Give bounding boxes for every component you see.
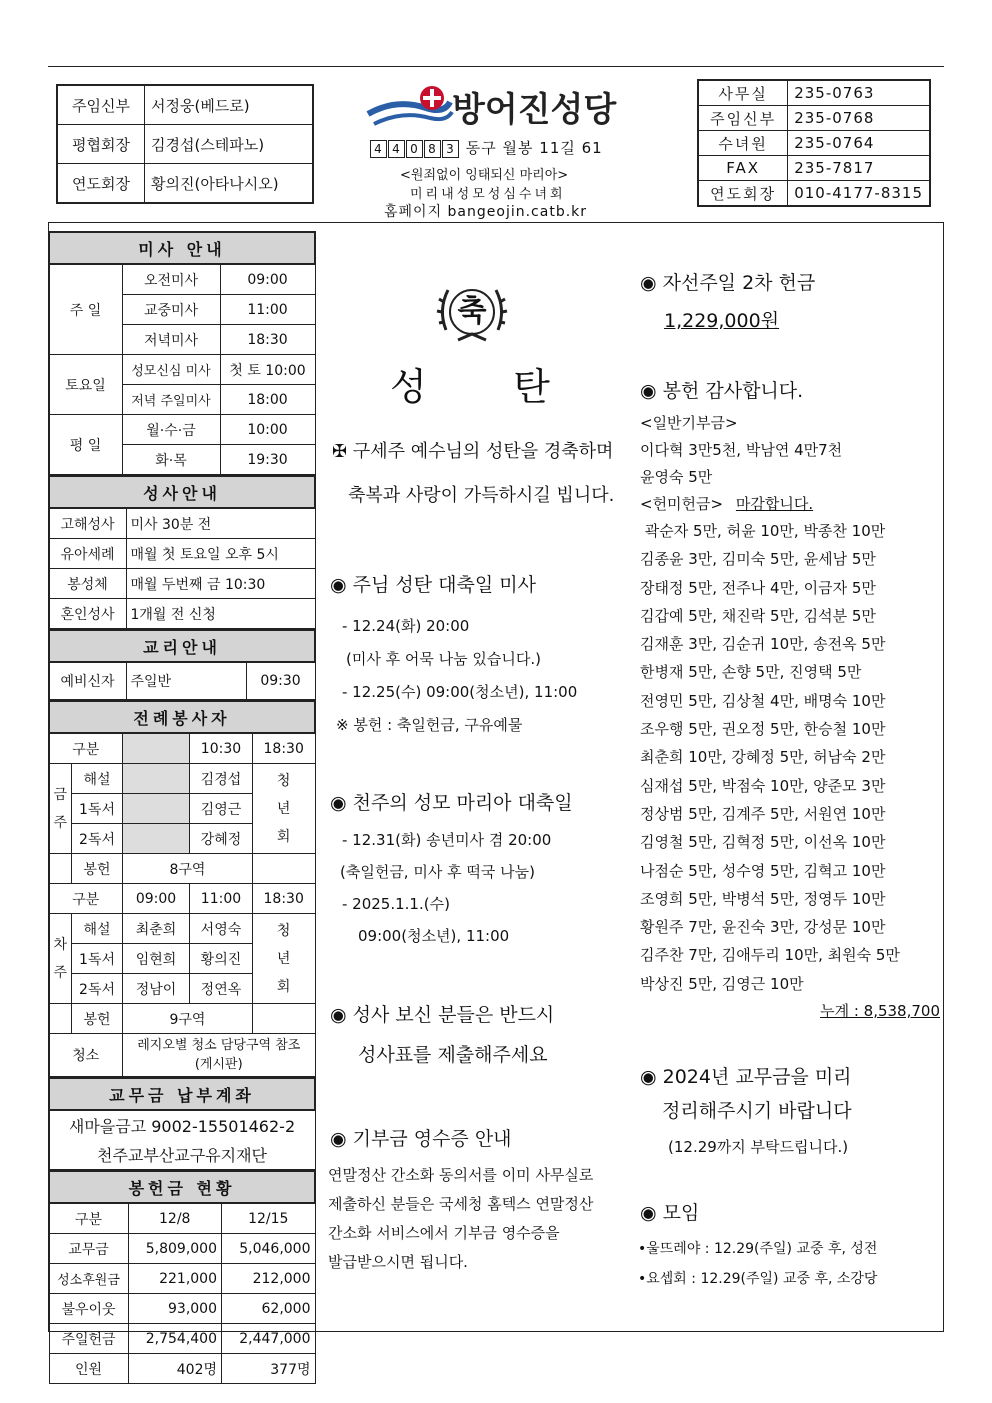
offering-value: 93,000 [128, 1294, 222, 1324]
sacrament-header: 성사안내 [49, 476, 315, 508]
donor-line: 최춘희 10만, 강혜정 5만, 허남숙 2만 [640, 748, 886, 767]
thanks-title: ◉ 봉헌 감사합니다. [640, 380, 804, 402]
contact-label: 수녀원 [698, 131, 788, 156]
servers-gubun: 구분 [49, 884, 123, 914]
blank-cell [123, 824, 190, 854]
donor-line: 정상범 5만, 김계주 5만, 서원연 10만 [640, 804, 886, 823]
server-name: 정연옥 [190, 974, 253, 1004]
server-role: 봉헌 [72, 1004, 123, 1034]
info-line: 연말정산 간소화 동의서를 이미 사무실로 [328, 1166, 594, 1184]
servers-header: 전례봉사자 [49, 701, 315, 733]
contact-value: 235-0763 [788, 80, 930, 106]
meeting-list [638, 1234, 877, 1294]
mass-name: 저녁 주일미사 [122, 385, 220, 415]
server-name: 강혜정 [190, 824, 253, 854]
mass-name: 저녁미사 [122, 325, 220, 355]
donor-line: 김갑예 5만, 채진락 5만, 김석분 5만 [640, 606, 876, 625]
emblem-char: 축 [457, 294, 487, 329]
sacrament-name: 유아세례 [49, 539, 126, 569]
info-line: - 12.31(화) 송년미사 겸 20:00 [342, 831, 552, 849]
meeting-item: •요셉회 : 12.29(주일) 교중 후, 소강당 [638, 1271, 878, 1287]
charity-offering-amount: 1,229,000원 [664, 310, 780, 332]
donor-line: 곽순자 5만, 허윤 10만, 박종찬 10만 [640, 522, 886, 540]
donor-line: 전영민 5만, 김상철 4만, 배명숙 10만 [640, 691, 886, 710]
account-table [48, 1077, 316, 1170]
sacrament-table [48, 475, 316, 629]
christmas-mass-title: ◉ 주님 성탄 대축일 미사 [330, 574, 536, 596]
servers-gubun: 구분 [49, 733, 123, 764]
contacts-table [697, 79, 931, 207]
contact-label: 사무실 [698, 80, 788, 106]
donor-line: 한병재 5만, 손향 5만, 진영택 5만 [640, 663, 862, 682]
server-name: 김영근 [190, 794, 253, 824]
info-line: - 12.25(수) 09:00(청소년), 11:00 [342, 683, 578, 701]
leader-role: 주임신부 [57, 85, 145, 125]
zip-digit: 4 [388, 140, 405, 158]
server-role: 2독서 [72, 824, 123, 854]
youth-group: 청 년 회 [252, 764, 315, 854]
server-name: 황의진 [190, 944, 253, 974]
zip-digit: 3 [442, 140, 459, 158]
catechism-header: 교리안내 [49, 630, 315, 662]
donor-line: 황원주 7만, 윤진숙 3만, 강성문 10만 [640, 918, 886, 937]
confession-title: ◉ 성사 보신 분들은 반드시 [330, 1004, 555, 1026]
street-address: 동구 월봉 11길 61 [465, 139, 603, 157]
mass-time: 18:00 [220, 385, 315, 415]
youth-group: 청 년 회 [252, 914, 315, 1004]
donor-line: 조영희 5만, 박병석 5만, 정영두 10만 [640, 889, 886, 908]
mary-feast-info [336, 824, 551, 952]
server-role: 1독서 [72, 944, 123, 974]
catechism-label: 예비신자 [49, 662, 126, 700]
rice-label: <헌미헌금> [640, 495, 724, 513]
charity-offering-title: ◉ 자선주일 2차 헌금 [640, 272, 816, 294]
zip-digit: 8 [424, 140, 441, 158]
general-donation [640, 410, 842, 518]
sacrament-info: 미사 30분 전 [126, 508, 315, 539]
server-name: 최춘희 [123, 914, 190, 944]
mass-time: 11:00 [220, 295, 315, 325]
offering-col: 12/15 [222, 1203, 316, 1234]
info-line: 간소화 서비스에서 기부금 영수증을 [328, 1224, 560, 1242]
sacrament-name: 봉성체 [49, 569, 126, 599]
leader-role: 연도회장 [57, 164, 145, 204]
server-role: 1독서 [72, 794, 123, 824]
offering-type: 교무금 [49, 1234, 128, 1264]
mass-name: 성모신심 미사 [122, 355, 220, 385]
servers-time: 10:30 [190, 733, 253, 764]
server-name: 서영숙 [190, 914, 253, 944]
mass-time: 09:00 [220, 264, 315, 295]
mass-name: 교중미사 [122, 295, 220, 325]
donor-list [640, 517, 900, 998]
servers-time: 18:30 [252, 733, 315, 764]
server-role: 2독서 [72, 974, 123, 1004]
leader-role: 평협회장 [57, 125, 145, 164]
dues-title: ◉ 2024년 교무금을 미리 [640, 1066, 852, 1088]
mass-name: 화·목 [122, 445, 220, 475]
offering-type: 인원 [49, 1354, 128, 1384]
zip-digit: 4 [370, 140, 387, 158]
mass-table [48, 231, 316, 475]
donor-line: 김영철 5만, 김혁정 5만, 이선옥 10만 [640, 833, 886, 852]
servers-time: 18:30 [252, 884, 315, 914]
mass-time: 첫 토 10:00 [220, 355, 315, 385]
donor-line: 조우행 5만, 권오정 5만, 한승철 10만 [640, 720, 886, 739]
offering-col: 12/8 [128, 1203, 222, 1234]
blank-cell [123, 733, 190, 764]
bonghyeon-group: 8구역 [123, 854, 253, 884]
greeting-line: 축복과 사랑이 가득하시길 빕니다. [348, 485, 615, 506]
account-number: 새마을금고 9002-15501462-2 [49, 1110, 315, 1140]
donor-line: 장태정 5만, 전주나 4만, 이금자 5만 [640, 578, 876, 597]
top-rule [48, 66, 944, 67]
meeting-item: •울뜨레야 : 12.29(주일) 교중 후, 성전 [638, 1241, 878, 1257]
offering-type: 주일헌금 [49, 1324, 128, 1354]
servers-table [48, 700, 316, 1077]
offering-type: 성소후원금 [49, 1264, 128, 1294]
contact-value: 235-0764 [788, 131, 930, 156]
christmas-mass-info [336, 610, 577, 742]
server-name: 김경섭 [190, 764, 253, 794]
sacrament-info: 매월 두번째 금 10:30 [126, 569, 315, 599]
offering-value: 62,000 [222, 1294, 316, 1324]
contact-label: 주임신부 [698, 106, 788, 131]
donation-total: 누계 : 8,538,700 [820, 1002, 940, 1020]
blank-cell [123, 764, 190, 794]
leaders-table [56, 84, 314, 204]
offering-value: 212,000 [222, 1264, 316, 1294]
server-name: 정남이 [123, 974, 190, 1004]
donor-line: 윤영숙 5만 [640, 468, 713, 486]
servers-time: 09:00 [123, 884, 190, 914]
server-role: 해설 [72, 914, 123, 944]
zip-digit: 0 [406, 140, 423, 158]
mary-feast-title: ◉ 천주의 성모 마리아 대축일 [330, 792, 573, 814]
server-role: 해설 [72, 764, 123, 794]
homepage: 홈페이지 bangeojin.catb.kr [384, 204, 588, 220]
dues-note: (12.29까지 부탁드립니다.) [668, 1138, 849, 1156]
info-line: (축일헌금, 미사 후 떡국 나눔) [340, 863, 535, 881]
general-label: <일반기부금> [640, 414, 738, 432]
offering-col: 구분 [49, 1203, 128, 1234]
info-line: 발급받으시면 됩니다. [328, 1253, 468, 1271]
confession-title-2: 성사표를 제출해주세요 [358, 1044, 548, 1066]
offering-value: 377명 [222, 1354, 316, 1384]
cleaning-label: 청소 [49, 1034, 123, 1077]
mass-name: 월·수·금 [122, 415, 220, 445]
donor-line: 이다혁 3만5천, 박남연 4만7천 [640, 441, 843, 459]
contact-value: 010-4177-8315 [788, 181, 930, 207]
catechism-table [48, 629, 316, 700]
leader-name: 서정웅(베드로) [145, 85, 314, 125]
offering-value: 2,754,400 [128, 1324, 222, 1354]
address [370, 137, 603, 158]
rice-closed: 마감합니다. [735, 495, 814, 513]
receipt-info [328, 1161, 593, 1277]
receipt-title: ◉ 기부금 영수증 안내 [330, 1128, 512, 1150]
offering-value: 402명 [128, 1354, 222, 1384]
contact-value: 235-0768 [788, 106, 930, 131]
servers-week-label: 금 주 [49, 764, 72, 854]
sunday-label: 주 일 [49, 264, 122, 355]
parish-name: 방어진성당 [452, 90, 617, 130]
mass-time: 18:30 [220, 325, 315, 355]
servers-week-label: 차 주 [49, 914, 72, 1004]
offering-value: 221,000 [128, 1264, 222, 1294]
offering-value: 2,447,000 [222, 1324, 316, 1354]
info-line: - 12.24(화) 20:00 [342, 617, 470, 635]
greeting [332, 430, 614, 518]
info-line: 제출하신 분들은 국세청 홈텍스 연말정산 [328, 1195, 594, 1213]
catechism-time: 09:30 [246, 662, 315, 700]
donor-line: 나점순 5만, 성수영 5만, 김혁고 10만 [640, 861, 886, 880]
contact-label: 연도회장 [698, 181, 788, 207]
leader-name: 황의진(아타나시오) [145, 164, 314, 204]
greeting-line: ✠ 구세주 예수님의 성탄을 경축하며 [332, 441, 614, 462]
mass-time: 19:30 [220, 445, 315, 475]
offering-header: 봉헌금 현황 [49, 1171, 315, 1203]
info-line: - 2025.1.1.(수) [342, 895, 450, 913]
donor-line: 김재훈 3만, 김순귀 10만, 송전옥 5만 [640, 635, 886, 654]
mass-time: 10:00 [220, 415, 315, 445]
mass-name: 오전미사 [122, 264, 220, 295]
offering-value: 5,809,000 [128, 1234, 222, 1264]
bonghyeon-group: 9구역 [123, 1004, 253, 1034]
contact-value: 235-7817 [788, 156, 930, 181]
christmas-title: 성 탄 [390, 365, 552, 409]
sacrament-info: 1개월 전 신청 [126, 599, 315, 629]
mass-header: 미사 안내 [49, 232, 315, 264]
catechism-class: 주일반 [126, 662, 246, 700]
cleaning-info: 레지오별 청소 담당구역 참조 (게시판) [123, 1034, 315, 1077]
motto: <원죄없이 잉태되신 마리아> [400, 168, 569, 183]
saturday-label: 토요일 [49, 355, 122, 415]
donor-line: 박상진 5만, 김영근 10만 [640, 974, 804, 993]
info-line: 09:00(청소년), 11:00 [358, 927, 510, 945]
contact-label: FAX [698, 156, 788, 181]
religious-order: 미리내성모성심수녀회 [410, 187, 566, 202]
sacrament-info: 매월 첫 토요일 오후 5시 [126, 539, 315, 569]
donor-line: 김종윤 3만, 김미숙 5만, 윤세남 5만 [640, 550, 876, 569]
info-line: (미사 후 어묵 나눔 있습니다.) [346, 650, 541, 668]
server-name: 임현희 [123, 944, 190, 974]
account-header: 교무금 납부계좌 [49, 1078, 315, 1110]
sacrament-name: 혼인성사 [49, 599, 126, 629]
leader-name: 김경섭(스테파노) [145, 125, 314, 164]
account-holder: 천주교부산교구유지재단 [49, 1140, 315, 1170]
donor-line: 심재섭 5만, 박점숙 10만, 양준모 3만 [640, 776, 886, 795]
server-role: 봉헌 [72, 854, 123, 884]
info-line: ※ 봉헌 : 축일헌금, 구유예물 [336, 716, 523, 734]
left-column [48, 231, 316, 1384]
weekday-label: 평 일 [49, 415, 122, 475]
sacrament-name: 고해성사 [49, 508, 126, 539]
offering-table [48, 1170, 316, 1384]
servers-time: 11:00 [190, 884, 253, 914]
donor-line: 김주찬 7만, 김애두리 10만, 최원숙 5만 [640, 946, 900, 965]
meeting-title: ◉ 모임 [640, 1202, 700, 1224]
dues-title-2: 정리해주시기 바랍니다 [662, 1100, 852, 1122]
offering-value: 5,046,000 [222, 1234, 316, 1264]
blank-cell [123, 794, 190, 824]
offering-type: 불우이웃 [49, 1294, 128, 1324]
